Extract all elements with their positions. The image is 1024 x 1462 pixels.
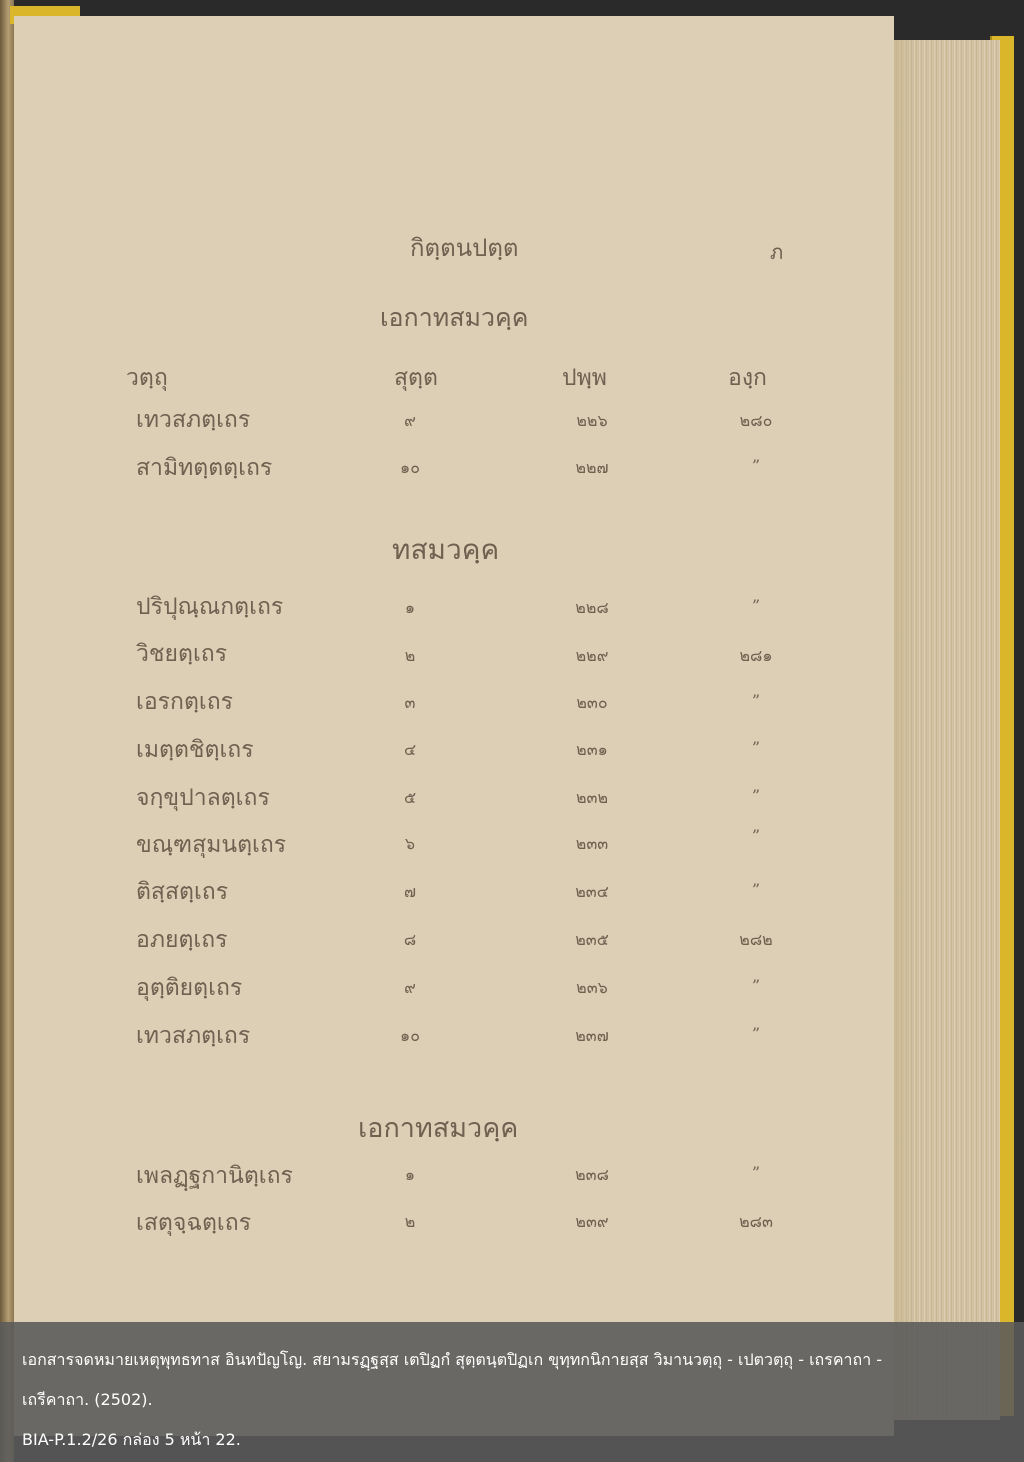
book-edge-left xyxy=(0,0,14,1462)
cell-sutta: ๑๐ xyxy=(400,458,420,477)
cell-anka: ๒๘๒ xyxy=(739,930,773,949)
row-name: เพลฏฺฐกานิตฺเถร xyxy=(136,1163,293,1189)
page-header-title: กิตฺตนปตฺต xyxy=(410,234,519,262)
cell-anka: ” xyxy=(751,456,761,475)
cell-pabba: ๒๓๐ xyxy=(576,693,608,712)
row-name: เอรกตฺเถร xyxy=(136,689,234,715)
cell-pabba: ๒๓๒ xyxy=(575,788,609,807)
cell-sutta: ๒ xyxy=(404,646,416,665)
cell-pabba: ๒๓๔ xyxy=(575,882,609,901)
cell-sutta: ๕ xyxy=(403,788,417,807)
row-name: อุตฺติยตฺเถร xyxy=(136,975,243,1001)
caption-citation: เอกสารจดหมายเหตุพุทธทาส อินทปัญโญ. สยามรฏฺฐสฺส เตปิฏกํ สุตฺตนฺตปิฏเก ขุทฺทกนิกายสฺส วิมานวตฺถุ - เปตวตฺถุ - เถรคาถา - xyxy=(22,1350,883,1369)
column-header-anka: องฺก xyxy=(728,365,767,391)
caption-archive-reference: BIA-P.1.2/26 กล่อง 5 หน้า 22. xyxy=(22,1430,241,1449)
row-name: ปริปุณฺณกตฺเถร xyxy=(136,594,284,620)
document-page xyxy=(14,16,894,1436)
cell-pabba: ๒๓๗ xyxy=(575,1026,609,1045)
cell-sutta: ๑ xyxy=(404,598,416,617)
cell-pabba: ๒๓๑ xyxy=(576,740,608,759)
caption-overlay xyxy=(0,1322,1024,1462)
cell-pabba: ๒๓๘ xyxy=(575,1165,609,1184)
cell-sutta: ๖ xyxy=(404,834,416,853)
cell-sutta: ๑๐ xyxy=(400,1026,420,1045)
cell-anka: ” xyxy=(751,691,761,710)
cell-anka: ๒๘๐ xyxy=(739,411,773,430)
cell-anka: ” xyxy=(751,880,761,899)
cell-anka: ” xyxy=(751,976,761,995)
cell-sutta: ๒ xyxy=(404,1212,416,1231)
row-name: สามิทตฺตตฺเถร xyxy=(136,455,273,481)
section-title: ทสมวคฺค xyxy=(392,533,500,566)
cell-anka: ” xyxy=(751,596,761,615)
cell-sutta: ๙ xyxy=(404,978,416,997)
row-name: จกฺขุปาลตฺเถร xyxy=(136,785,270,811)
row-name: อภยตฺเถร xyxy=(136,927,228,953)
row-name: วิชยตฺเถร xyxy=(136,641,228,667)
cell-sutta: ๗ xyxy=(403,882,417,901)
cell-sutta: ๓ xyxy=(404,693,416,712)
page-stack xyxy=(888,40,1000,1420)
row-name: เทวสภตฺเถร xyxy=(136,1023,251,1049)
page-marker: ภ xyxy=(770,240,784,264)
cell-anka: ” xyxy=(751,786,761,805)
cell-sutta: ๔ xyxy=(403,740,417,759)
column-header-name: วตฺถุ xyxy=(126,365,168,391)
row-name: ติสฺสตฺเถร xyxy=(136,879,229,905)
cell-pabba: ๒๒๘ xyxy=(575,598,609,617)
cell-pabba: ๒๓๖ xyxy=(576,978,608,997)
cell-anka: ” xyxy=(751,826,761,845)
cell-pabba: ๒๓๓ xyxy=(575,834,609,853)
cell-anka: ” xyxy=(751,1024,761,1043)
column-header-pabba: ปพฺพ xyxy=(562,365,607,391)
cell-sutta: ๑ xyxy=(404,1165,416,1184)
cell-pabba: ๒๒๙ xyxy=(575,646,609,665)
row-name: เมตฺตชิตฺเถร xyxy=(136,737,254,763)
cell-pabba: ๒๓๙ xyxy=(575,1212,609,1231)
cell-anka: ๒๘๓ xyxy=(739,1212,773,1231)
cell-pabba: ๒๒๖ xyxy=(576,411,608,430)
cell-anka: ๒๘๑ xyxy=(739,646,773,665)
cell-sutta: ๙ xyxy=(404,411,416,430)
cell-pabba: ๒๓๕ xyxy=(575,930,609,949)
caption-citation-continued: เถรีคาถา. (2502). xyxy=(22,1390,153,1409)
section-title: เอกาทสมวคฺค xyxy=(380,303,529,332)
cell-anka: ” xyxy=(751,1163,761,1182)
cell-anka: ” xyxy=(751,738,761,757)
cell-sutta: ๘ xyxy=(403,930,417,949)
section-title: เอกาทสมวคฺค xyxy=(358,1113,519,1144)
column-header-sutta: สุตฺต xyxy=(394,365,438,391)
cell-pabba: ๒๒๗ xyxy=(575,458,609,477)
row-name: เสตุจฺฉตฺเถร xyxy=(136,1210,252,1236)
row-name: ขณฺฑสุมนตฺเถร xyxy=(136,832,287,858)
row-name: เทวสภตฺเถร xyxy=(136,407,251,433)
